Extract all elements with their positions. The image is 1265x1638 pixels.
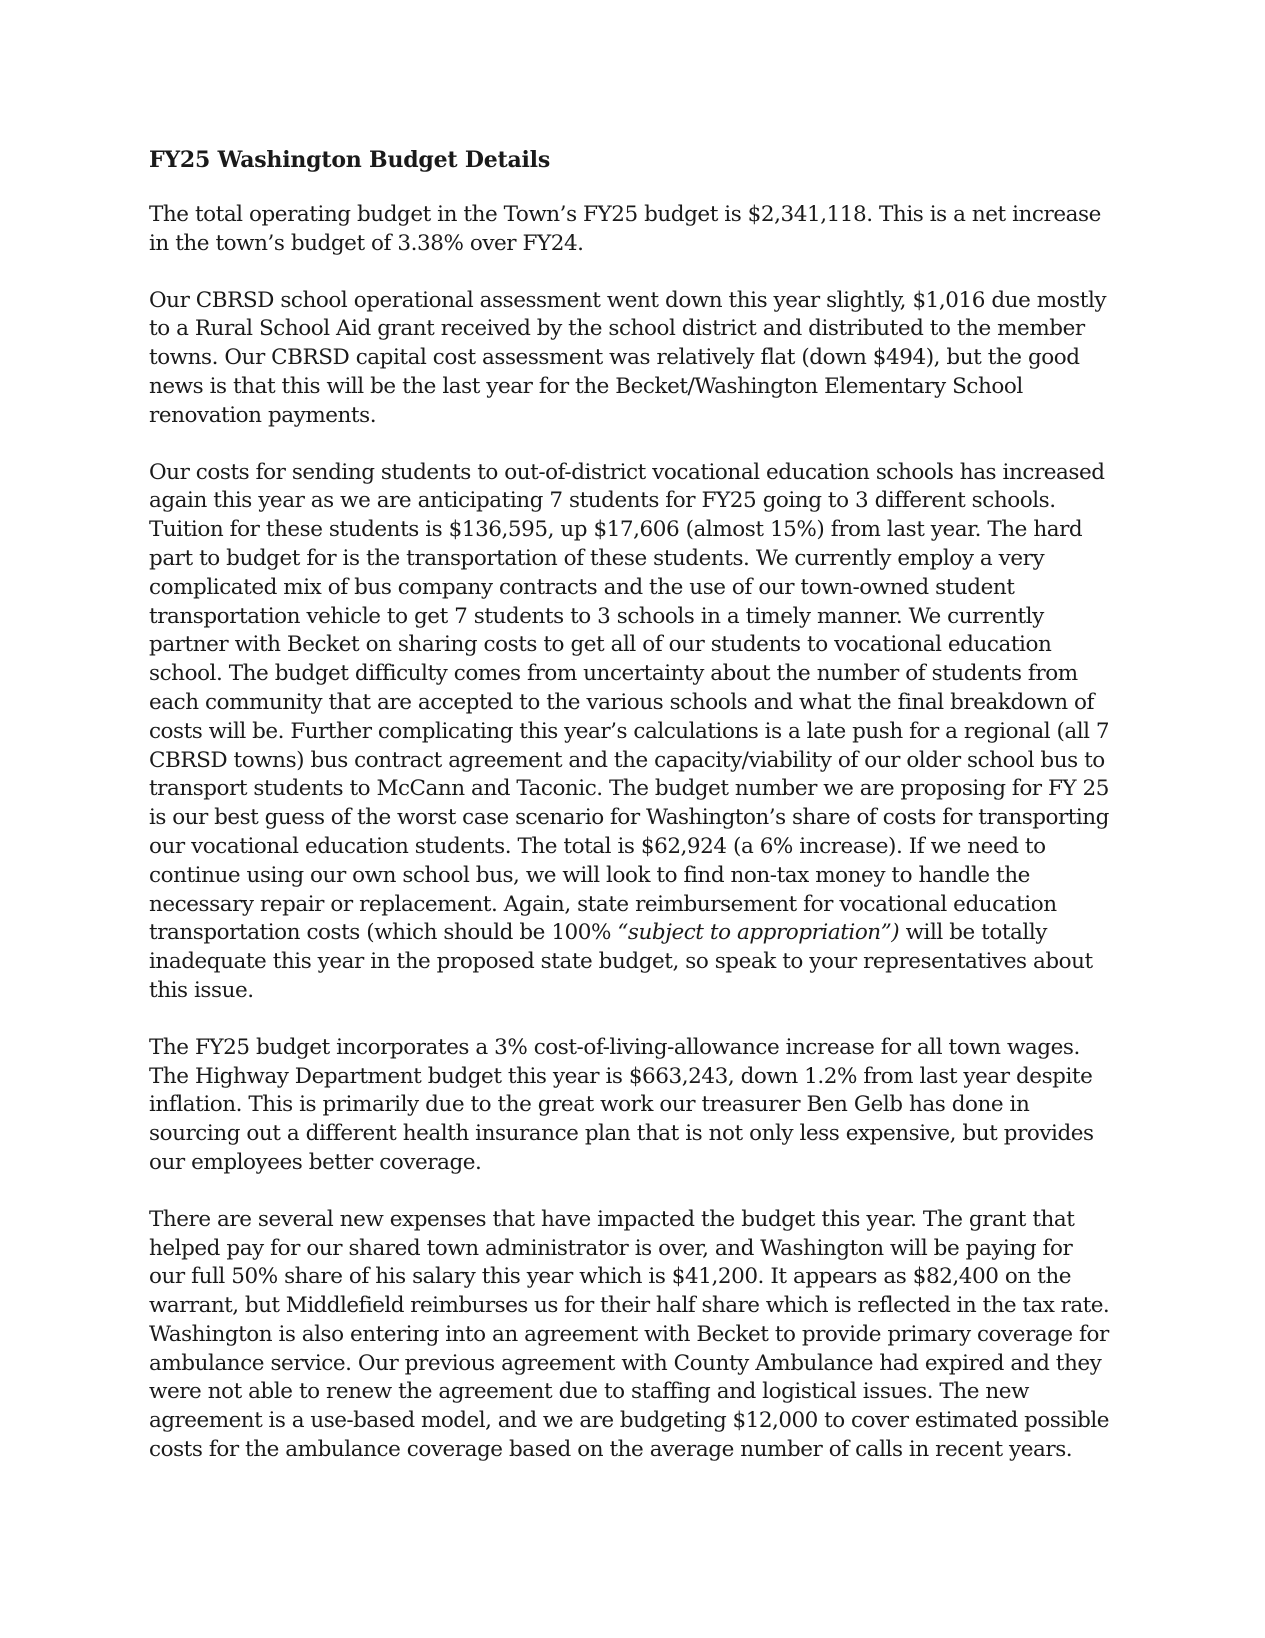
text-line: There are several new expenses that have impacted the budget this year. The grant that <box>149 1206 1075 1232</box>
document-title: FY25 Washington Budget Details <box>149 147 551 173</box>
document-page <box>149 146 1109 1493</box>
paragraph-vocational-education <box>149 459 1109 1006</box>
text-line: ambulance service. Our previous agreement with County Ambulance had expired and they <box>149 1350 1102 1376</box>
text-line: Our costs for sending students to out-of-district vocational education schools has increased <box>149 459 1105 485</box>
text-line: our full 50% share of his salary this year which is $41,200. It appears as $82,400 on the <box>149 1264 1071 1290</box>
text-line: complicated mix of bus company contracts and the use of our town-owned student <box>149 574 1015 600</box>
text-line: part to budget for is the transportation of these students. We currently employ a very <box>149 545 1045 571</box>
text-line: costs for the ambulance coverage based on the average number of calls in recent years. <box>149 1437 1073 1463</box>
paragraph-total-budget <box>149 201 1109 259</box>
text-line-with-italic <box>149 919 1109 948</box>
text-line: each community that are accepted to the various schools and what the final breakdown of <box>149 689 1095 715</box>
paragraph-new-expenses <box>149 1206 1109 1465</box>
text-line: Our CBRSD school operational assessment went down this year slightly, $1,016 due mostly <box>149 287 1107 313</box>
text-line: agreement is a use-based model, and we are budgeting $12,000 to cover estimated possible <box>149 1408 1109 1434</box>
text-line: to a Rural School Aid grant received by the school district and distributed to the member <box>149 316 1085 342</box>
text-line: renovation payments. <box>149 402 377 428</box>
text-segment: will be totally <box>899 920 1047 946</box>
text-line: CBRSD towns) bus contract agreement and the capacity/viability of our older school bus to <box>149 747 1105 773</box>
text-line: costs will be. Further complicating this year’s calculations is a late push for a regional (all 7 <box>149 718 1110 744</box>
text-line: The Highway Department budget this year is $663,243, down 1.2% from last year despite <box>149 1063 1093 1089</box>
text-line: Washington is also entering into an agreement with Becket to provide primary coverage for <box>149 1321 1109 1347</box>
text-segment: transportation costs (which should be 100% <box>149 920 618 946</box>
italic-quote: “subject to appropriation”) <box>617 920 900 946</box>
text-line: partner with Becket on sharing costs to get all of our students to vocational education <box>149 632 1052 658</box>
text-line: transport students to McCann and Taconic. The budget number we are proposing for FY 25 <box>149 776 1109 802</box>
text-line: continue using our own school bus, we will look to find non-tax money to handle the <box>149 862 1030 888</box>
text-line: news is that this will be the last year for the Becket/Washington Elementary School <box>149 373 1023 399</box>
text-line: warrant, but Middlefield reimburses us for their half share which is reflected in the tax rate. <box>149 1293 1110 1319</box>
text-line: sourcing out a different health insurance plan that is not only less expensive, but provides <box>149 1121 1094 1147</box>
text-line: this issue. <box>149 977 254 1003</box>
text-line: our vocational education students. The total is $62,924 (a 6% increase). If we need to <box>149 833 1046 859</box>
text-line: our employees better coverage. <box>149 1149 482 1175</box>
text-line: is our best guess of the worst case scenario for Washington’s share of costs for transporting <box>149 805 1109 831</box>
text-line: inadequate this year in the proposed state budget, so speak to your representatives about <box>149 949 1093 975</box>
text-line: school. The budget difficulty comes from uncertainty about the number of students from <box>149 661 1078 687</box>
text-line: again this year as we are anticipating 7 students for FY25 going to 3 different schools. <box>149 488 1056 514</box>
text-line: in the town’s budget of 3.38% over FY24. <box>149 230 584 256</box>
paragraph-wages-highway <box>149 1034 1109 1178</box>
text-line: transportation vehicle to get 7 students to 3 schools in a timely manner. We currently <box>149 603 1044 629</box>
text-line: Tuition for these students is $136,595, up $17,606 (almost 15%) from last year. The hard <box>149 517 1083 543</box>
text-line: were not able to renew the agreement due to staffing and logistical issues. The new <box>149 1379 1029 1405</box>
paragraph-cbrsd-assessment <box>149 287 1109 431</box>
text-line: inflation. This is primarily due to the great work our treasurer Ben Gelb has done in <box>149 1092 1030 1118</box>
text-line: The total operating budget in the Town’s FY25 budget is $2,341,118. This is a net increase <box>149 202 1101 227</box>
text-line: helped pay for our shared town administrator is over, and Washington will be paying for <box>149 1235 1073 1261</box>
text-line: The FY25 budget incorporates a 3% cost-of-living-allowance increase for all town wages. <box>149 1034 1080 1060</box>
text-line: towns. Our CBRSD capital cost assessment was relatively flat (down $494), but the good <box>149 345 1080 371</box>
text-line: necessary repair or replacement. Again, state reimbursement for vocational education <box>149 891 1057 917</box>
